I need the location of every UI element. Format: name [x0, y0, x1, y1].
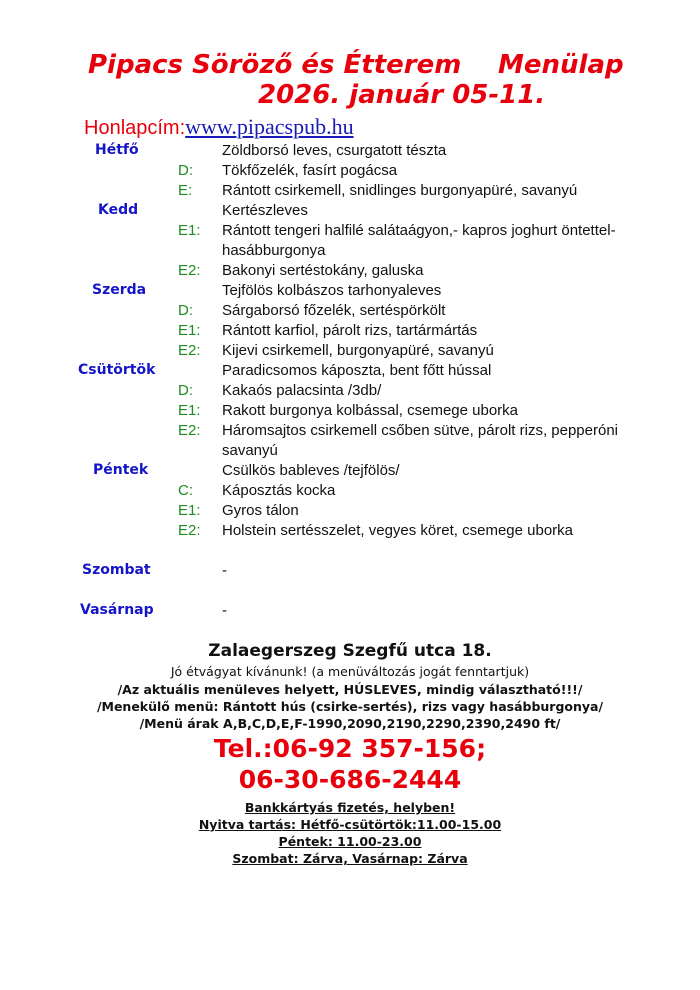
menu-row	[0, 221, 700, 241]
restaurant-name: Pipacs Söröző és Étterem	[88, 50, 462, 80]
menu-code: E1:	[178, 322, 201, 339]
dish-name: Tökfőzelék, fasírt pogácsa	[222, 162, 398, 179]
dish-name: Bakonyi sertéstokány, galuska	[222, 262, 424, 279]
menu-code: E:	[178, 182, 193, 199]
menu-code: D:	[178, 382, 193, 399]
hours-weekend: Szombat: Zárva, Vasárnap: Zárva	[232, 851, 468, 866]
address: Zalaegerszeg Szegfű utca 18.	[208, 641, 492, 661]
dish-name: hasábburgonya	[222, 242, 326, 259]
dish-name: Tejfölös kolbászos tarhonyaleves	[222, 282, 442, 299]
menu-row	[0, 381, 700, 401]
day-name: Hétfő	[95, 142, 139, 158]
dish-name: Rántott tengeri halfilé salátaágyon,- kapros joghurt öntettel-	[222, 222, 616, 239]
homepage-line	[84, 114, 354, 140]
menu-code: C:	[178, 482, 193, 499]
day-name: Kedd	[98, 202, 139, 218]
dish-name: Kertészleves	[222, 202, 308, 219]
homepage-label: Honlapcím:	[84, 117, 186, 139]
dish-name: Sárgaborsó főzelék, sertéspörkölt	[222, 302, 446, 319]
date-range: 2026. január 05-11.	[258, 80, 546, 110]
homepage-link[interactable]: www.pipacspub.hu	[185, 114, 354, 139]
menu-code: E1:	[178, 402, 201, 419]
hours-friday: Péntek: 11.00-23.00	[278, 834, 422, 849]
menu-row	[0, 301, 700, 321]
hours-weekdays: Nyitva tartás: Hétfő-csütörtök:11.00-15.00	[198, 817, 502, 832]
menu-row	[0, 261, 700, 281]
dish-name: Zöldborsó leves, csurgatott tészta	[222, 142, 447, 159]
menu-row	[0, 441, 700, 461]
dish-name: Csülkös bableves /tejfölös/	[222, 462, 400, 479]
soup-note: /Az aktuális menüleves helyett, HÚSLEVES, mindig választható!!!/	[117, 682, 583, 697]
dish-name: Kakaós palacsinta /3db/	[222, 382, 382, 399]
dish-name: Rántott karfiol, párolt rizs, tartármártás	[222, 322, 478, 339]
price-note: /Menü árak A,B,C,D,E,F-1990,2090,2190,2290,2390,2490 ft/	[139, 716, 561, 731]
menu-row	[0, 521, 700, 541]
spacer	[0, 581, 700, 601]
wish-text: Jó étvágyat kívánunk! (a menüváltozás jogát fenntartjuk)	[170, 664, 530, 679]
dish-name: Káposztás kocka	[222, 482, 336, 499]
dish-name: -	[222, 602, 227, 619]
weekly-menu	[0, 141, 700, 621]
menu-row	[0, 201, 700, 221]
escape-menu-note: /Menekülő menü: Rántott hús (csirke-sertés), rizs vagy hasábburgonya/	[96, 699, 604, 714]
menu-code: D:	[178, 302, 193, 319]
phone-primary: Tel.:06-92 357-156;	[213, 734, 487, 763]
menu-row	[0, 421, 700, 441]
dish-name: savanyú	[222, 442, 278, 459]
menu-row	[0, 141, 700, 161]
day-name: Csütörtök	[78, 362, 156, 378]
dish-name: -	[222, 562, 227, 579]
menu-code: E2:	[178, 522, 201, 539]
dish-name: Rakott burgonya kolbással, csemege uborka	[222, 402, 519, 419]
menu-row	[0, 481, 700, 501]
day-name: Vasárnap	[80, 602, 154, 618]
document-type: Menülap	[498, 50, 624, 80]
menu-row	[0, 161, 700, 181]
dish-name: Kijevi csirkemell, burgonyapüré, savanyú	[222, 342, 494, 359]
day-name: Szerda	[92, 282, 147, 298]
day-name: Péntek	[93, 462, 149, 478]
menu-row	[0, 401, 700, 421]
menu-row	[0, 181, 700, 201]
menu-code: E1:	[178, 222, 201, 239]
dish-name: Holstein sertésszelet, vegyes köret, csemege uborka	[222, 522, 573, 539]
day-name: Szombat	[82, 562, 151, 578]
menu-row	[0, 501, 700, 521]
menu-row	[0, 601, 700, 621]
dish-name: Rántott csirkemell, snidlinges burgonyapüré, savanyú	[222, 182, 578, 199]
menu-row	[0, 341, 700, 361]
spacer	[0, 541, 700, 561]
dish-name: Gyros tálon	[222, 502, 299, 519]
menu-code: E2:	[178, 422, 201, 439]
menu-row	[0, 461, 700, 481]
menu-row	[0, 321, 700, 341]
menu-row	[0, 281, 700, 301]
menu-code: E1:	[178, 502, 201, 519]
menu-row	[0, 561, 700, 581]
payment-note: Bankkártyás fizetés, helyben!	[244, 800, 456, 815]
dish-name: Háromsajtos csirkemell csőben sütve, párolt rizs, pepperóni	[222, 422, 618, 439]
menu-row	[0, 241, 700, 261]
dish-name: Paradicsomos káposzta, bent főtt hússal	[222, 362, 492, 379]
menu-code: E2:	[178, 262, 201, 279]
menu-code: E2:	[178, 342, 201, 359]
menu-code: D:	[178, 162, 193, 179]
phone-mobile: 06-30-686-2444	[238, 765, 462, 794]
menu-row	[0, 361, 700, 381]
